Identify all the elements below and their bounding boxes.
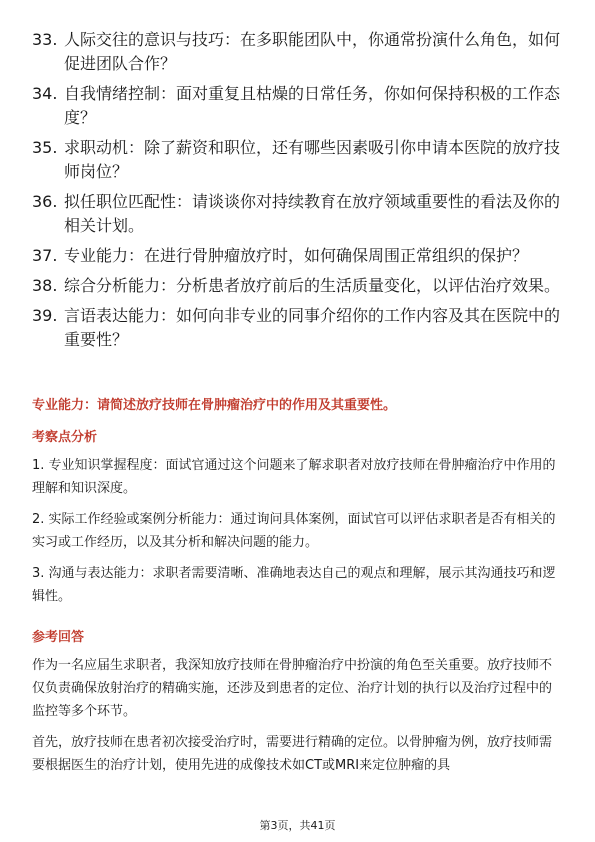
question-text: 拟任职位匹配性：请谈谈你对持续教育在放疗领域重要性的看法及你的相关计划。 bbox=[64, 192, 561, 235]
question-text: 求职动机：除了薪资和职位，还有哪些因素吸引你申请本医院的放疗技师岗位？ bbox=[64, 138, 561, 181]
answer-paragraph: 作为一名应届生求职者，我深知放疗技师在骨肿瘤治疗中扮演的角色至关重要。放疗技师不仅负责确保放射治疗的精确实施，还涉及到患者的定位、治疗计划的执行以及治疗过程中的监控等多个环节。 bbox=[32, 658, 553, 719]
question-text: 专业能力：在进行骨肿瘤放疗时，如何确保周围正常组织的保护？ bbox=[64, 246, 529, 265]
question-list bbox=[32, 28, 572, 358]
analysis-point: 3. 沟通与表达能力：求职者需要清晰、准确地表达自己的观点和理解，展示其沟通技巧和逻辑性。 bbox=[32, 566, 556, 604]
question-text: 人际交往的意识与技巧：在多职能团队中，你通常扮演什么角色，如何促进团队合作？ bbox=[64, 30, 561, 73]
focus-question: 专业能力：请简述放疗技师在骨肿瘤治疗中的作用及其重要性。 bbox=[32, 398, 397, 413]
question-number: 33. bbox=[32, 30, 58, 49]
page-footer: 第3页，共41页 bbox=[259, 819, 336, 832]
question-item bbox=[32, 274, 572, 298]
question-number: 39. bbox=[32, 306, 58, 325]
answer-heading: 参考回答 bbox=[32, 630, 85, 645]
analysis-heading: 考察点分析 bbox=[32, 430, 98, 445]
answer-section bbox=[32, 628, 564, 777]
focus-question-section bbox=[32, 396, 564, 416]
question-number: 38. bbox=[32, 276, 58, 295]
question-item bbox=[32, 136, 572, 184]
question-text: 综合分析能力：分析患者放疗前后的生活质量变化，以评估治疗效果。 bbox=[64, 276, 561, 295]
question-item bbox=[32, 304, 572, 352]
question-text: 言语表达能力：如何向非专业的同事介绍你的工作内容及其在医院中的重要性？ bbox=[64, 306, 561, 349]
question-item bbox=[32, 244, 572, 268]
analysis-point: 1. 专业知识掌握程度：面试官通过这个问题来了解求职者对放疗技师在骨肿瘤治疗中作用的理解和知识深度。 bbox=[32, 458, 556, 496]
question-number: 37. bbox=[32, 246, 58, 265]
analysis-section bbox=[32, 428, 564, 608]
answer-paragraph: 首先，放疗技师在患者初次接受治疗时，需要进行精确的定位。以骨肿瘤为例，放疗技师需要根据医生的治疗计划，使用先进的成像技术如CT或MRI来定位肿瘤的具 bbox=[32, 735, 553, 773]
question-item bbox=[32, 28, 572, 76]
question-number: 34. bbox=[32, 84, 58, 103]
question-number: 36. bbox=[32, 192, 58, 211]
question-text: 自我情绪控制：面对重复且枯燥的日常任务，你如何保持积极的工作态度？ bbox=[64, 84, 561, 127]
question-item bbox=[32, 190, 572, 238]
analysis-point: 2. 实际工作经验或案例分析能力：通过询问具体案例，面试官可以评估求职者是否有相关的实习或工作经历，以及其分析和解决问题的能力。 bbox=[32, 512, 556, 550]
question-number: 35. bbox=[32, 138, 58, 157]
question-item bbox=[32, 82, 572, 130]
